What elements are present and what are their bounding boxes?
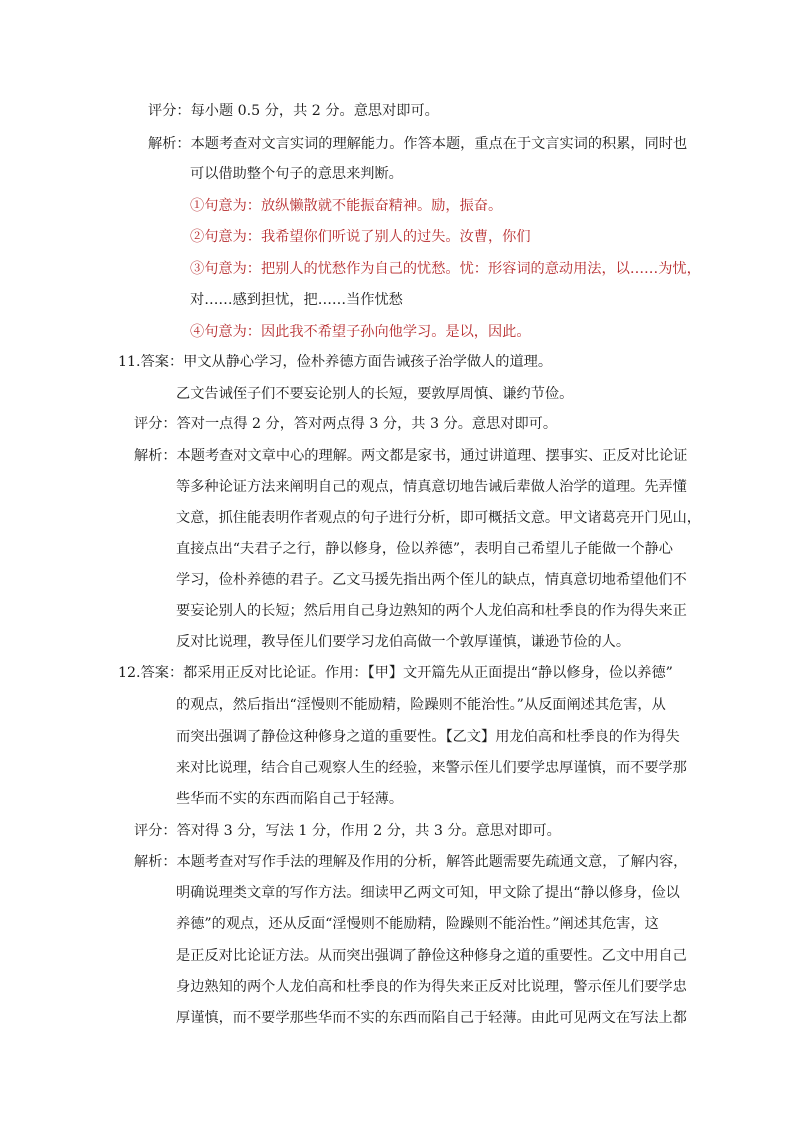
q10-analysis-line-2: 可以借助整个句子的意思来判断。 [190,166,403,182]
q12-analysis-line-6: 厚谨慎，而不要学那些华而不实的东西而陷自己于轻薄。由此可见两文在写法上都 [176,1010,687,1026]
q12-answer: 12.答案：都采用正反对比论证。作用：【甲】文开篇先从正面提出“静以修身，俭以养德” [118,665,673,681]
q10-item-4: ④句意为：因此我不希望子孙向他学习。是以，因此。 [190,324,531,340]
q12-analysis-line-2: 明确说理类文章的写作方法。细读甲乙两文可知，甲文除了提出“静以修身，俭以 [176,885,680,901]
q11-scoring: 评分：答对一点得 2 分，答对两点得 3 分，共 3 分。意思对即可。 [134,416,558,432]
q11-analysis-line-2: 等多种论证方法来阐明自己的观点，情真意切地告诫后辈做人治学的道理。先弄懂 [176,479,687,495]
q11-analysis-line-6: 要妄论别人的长短；然后用自己身边熟知的两个人龙伯高和杜季良的作为得失来正 [176,603,687,619]
q11-answer: 11.答案：甲文从静心学习，俭朴养德方面告诫孩子治学做人的道理。 [118,354,553,370]
q10-item-3: ③句意为：把别人的忧愁作为自己的忧愁。忧：形容词的意动用法，以……为忧， [190,261,701,277]
q12-answer-line-3: 而突出强调了静俭这种修身之道的重要性。【乙文】用龙伯高和杜季良的作为得失 [176,729,680,745]
q12-answer-line-4: 来对比说理，结合自己观察人生的经验，来警示侄儿们要学忠厚谨慎，而不要学那 [176,760,687,776]
q12-analysis-line-1: 解析：本题考查对写作手法的理解及作用的分析，解答此题需要先疏通文意，了解内容， [134,854,688,870]
q12-scoring: 评分：答对得 3 分，写法 1 分，作用 2 分，共 3 分。意思对即可。 [134,823,561,839]
q11-analysis-line-5: 学习，俭朴养德的君子。乙文马援先指出两个侄儿的缺点，情真意切地希望他们不 [176,572,687,588]
q10-scoring: 评分：每小题 0.5 分，共 2 分。意思对即可。 [148,103,439,119]
q12-answer-line-5: 些华而不实的东西而陷自己于轻薄。 [176,791,404,807]
q12-analysis-line-3: 养德”的观点，还从反面“淫慢则不能励精，险躁则不能治性。”阐述其危害，这 [176,916,659,932]
q12-analysis-line-5: 身边熟知的两个人龙伯高和杜季良的作为得失来正反对比说理，警示侄儿们要学忠 [176,979,687,995]
q12-answer-line-2: 的观点，然后指出“淫慢则不能励精，险躁则不能治性。”从反面阐述其危害，从 [176,697,666,713]
q11-answer-cont: 乙文告诫侄子们不要妄论别人的长短，要敦厚周慎、谦约节俭。 [176,386,574,402]
q11-analysis-line-1: 解析：本题考查对文章中心的理解。两文都是家书，通过讲道理、摆事实、正反对比论证 [134,448,688,464]
q11-analysis-line-3: 文意，抓住能表明作者观点的句子进行分析，即可概括文意。甲文诸葛亮开门见山， [176,510,701,526]
q12-analysis-line-4: 是正反对比论证方法。从而突出强调了静俭这种修身之道的重要性。乙文中用自己 [176,948,687,964]
q10-item-1: ①句意为：放纵懒散就不能振奋精神。励，振奋。 [190,198,503,214]
q10-analysis-line-1: 解析：本题考查对文言实词的理解能力。作答本题，重点在于文言实词的积累，同时也 [148,136,688,152]
q10-item-3-cont: 对……感到担忧，把……当作忧愁 [190,292,403,308]
q11-analysis-line-7: 反对比说理，教导侄儿们要学习龙伯高做一个敦厚谨慎，谦逊节俭的人。 [176,634,631,650]
q10-item-2: ②句意为：我希望你们听说了别人的过失。汝曹，你们 [190,229,531,245]
q11-analysis-line-4: 直接点出“夫君子之行，静以修身，俭以养德”，表明自己希望儿子能做一个静心 [176,541,673,557]
